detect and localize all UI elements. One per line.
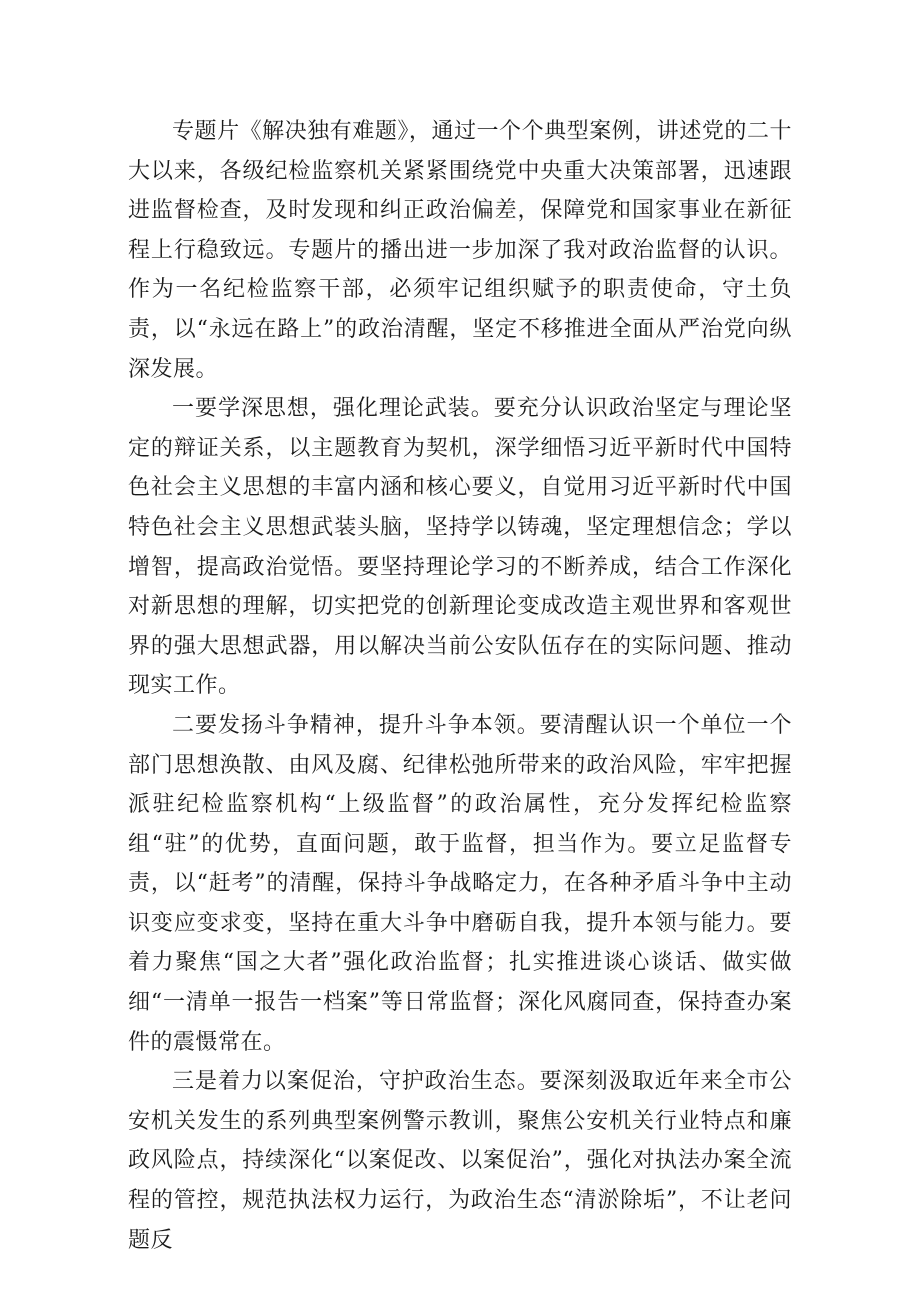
body-text [128, 112, 792, 1260]
paragraph-point-three: 三是着力以案促治，守护政治生态。要深刻汲取近年来全市公安机关发生的系列典型案例警示教训，聚焦公安机关行业特点和廉政风险点，持续深化“以案促改、以案促治”，强化对执法办案全流程的管控，规范执法权力运行，为政治生态“清淤除垢”，不让老问题反 [128, 1069, 792, 1253]
paragraph-point-one: 一要学深思想，强化理论武装。要充分认识政治坚定与理论坚定的辩证关系，以主题教育为契机，深学细悟习近平新时代中国特色社会主义思想的丰富内涵和核心要义，自觉用习近平新时代中国特色社会主义思想武装头脑，坚持学以铸魂，坚定理想信念；学以增智，提高政治觉悟。要坚持理论学习的不断养成，结合工作深化对新思想的理解，切实把党的创新理论变成改造主观世界和客观世界的强大思想武器，用以解决当前公安队伍存在的实际问题、推动现实工作。 [128, 396, 792, 699]
paragraph-point-two: 二要发扬斗争精神，提升斗争本领。要清醒认识一个单位一个部门思想涣散、由风及腐、纪律松弛所带来的政治风险，牢牢把握派驻纪检监察机构“上级监督”的政治属性，充分发挥纪检监察组“驻”的优势，直面问题，敢于监督，担当作为。要立足监督专责，以“赶考”的清醒，保持斗争战略定力，在各种矛盾斗争中主动识变应变求变，坚持在重大斗争中磨砺自我，提升本领与能力。要着力聚焦“国之大者”强化政治监督；扎实推进谈心谈话、做实做细“一清单一报告一档案”等日常监督；深化风腐同查，保持查办案件的震慑常在。 [128, 712, 792, 1055]
paragraph-intro: 专题片《解决独有难题》，通过一个个典型案例，讲述党的二十大以来，各级纪检监察机关紧紧围绕党中央重大决策部署，迅速跟进监督检查，及时发现和纠正政治偏差，保障党和国家事业在新征程上行稳致远。专题片的播出进一步加深了我对政治监督的认识。作为一名纪检监察干部，必须牢记组织赋予的职责使命，守土负责，以“永远在路上”的政治清醒，坚定不移推进全面从严治党向纵深发展。 [128, 119, 792, 382]
